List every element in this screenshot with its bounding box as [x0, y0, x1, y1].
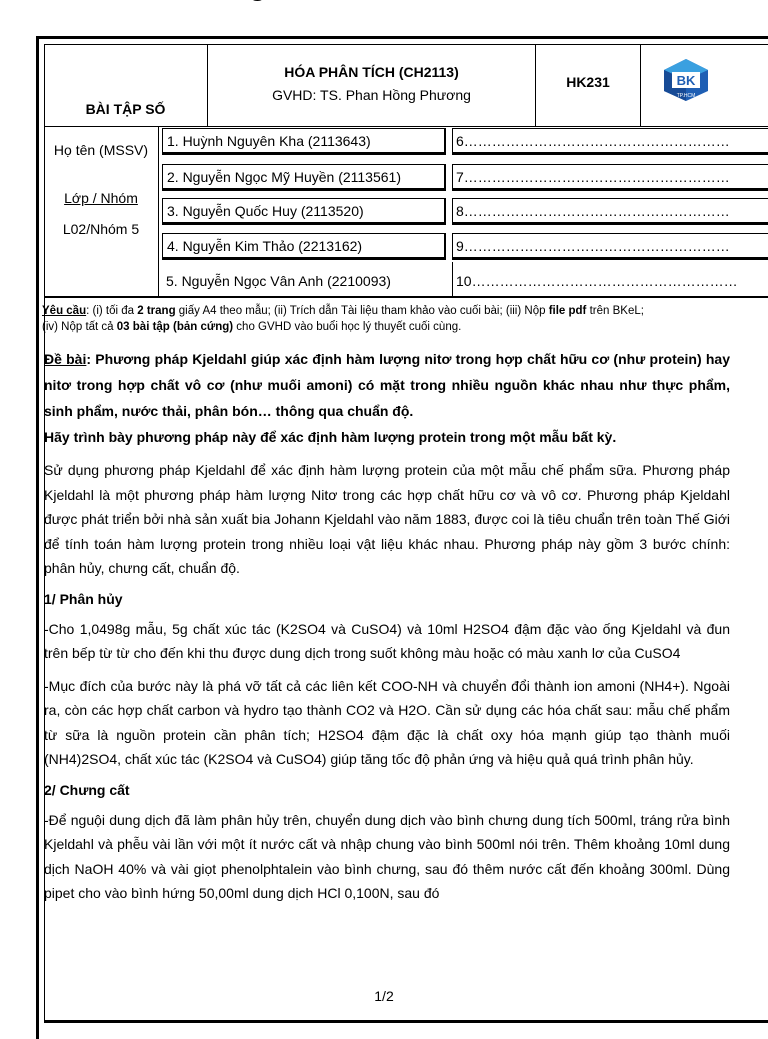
assignment-label: BÀI TẬP SỐ — [85, 101, 166, 117]
member-name: 4. Nguyễn Kim Thảo (2213162) — [162, 233, 446, 260]
member-slot: 7………………………………………………… — [452, 164, 768, 191]
university-logo — [661, 58, 711, 102]
section-title: 1/ Phân hủy — [44, 590, 123, 607]
member-slot: 9………………………………………………… — [452, 233, 768, 260]
requirements-label: Yêu cầu — [42, 305, 87, 317]
member-name: 2. Nguyễn Ngọc Mỹ Huyền (2113561) — [162, 164, 446, 191]
member-slot: 10………………………………………………… — [456, 273, 738, 289]
question-label: Đề bài — [44, 351, 87, 367]
column-divider — [452, 262, 453, 296]
question-task: Hãy trình bày phương pháp này để xác định hàm lượng protein trong một mẫu bất kỳ. — [44, 429, 617, 445]
requirements-text: (iv) Nộp tất cả — [42, 321, 117, 333]
column-divider — [158, 126, 159, 298]
requirements-note — [42, 303, 768, 335]
requirements-text: giấy A4 theo mẫu; (ii) Trích dẫn Tài liệu tham khảo vào cuối bài; (iii) Nộp — [175, 305, 549, 317]
member-slot: 8………………………………………………… — [452, 198, 768, 225]
member-name: 3. Nguyễn Quốc Huy (2113520) — [162, 198, 446, 225]
requirements-bold: 03 bài tập (bản cứng) — [116, 321, 234, 333]
header-bottom-line — [44, 126, 768, 127]
instructor: GVHD: TS. Phan Hồng Phương — [272, 87, 471, 103]
member-slot: 6………………………………………………… — [452, 128, 768, 155]
intro-paragraph: Sử dụng phương pháp Kjeldahl để xác định hàm lượng protein của một mẫu chế phẩm sữa. Phương pháp Kjeldahl là một phương pháp hàm lượng Nitơ trong các hợp chất hữu cơ và vô cơ. Phương pháp Kjeldahl được phát triển bởi nhà sản xuất bia Johann Kjeldahl vào năm 1883, được coi là tiêu chuẩn trên toàn Thế Giới để tính toán hàm lượng protein trong nhiều loại vật liệu khác nhau. Phương pháp này gồm 3 bước chính: phân hủy, chưng cất, chuẩn độ. — [44, 462, 730, 576]
member-name: 5. Nguyễn Ngọc Vân Anh (2210093) — [166, 273, 391, 289]
header-divider — [207, 44, 208, 126]
requirements-bold: 2 trang — [137, 305, 176, 317]
section-paragraph: -Để nguội dung dịch đã làm phân hủy trên, chuyển dung dịch vào bình chưng dung tích 500ml, tráng rửa bình Kjeldahl và phễu vài lần với một ít nước cất và nhập chung vào bình 500ml nói trên. Thêm khoảng 10ml dung dịch NaOH 40% và vài giọt phenolphtalein vào bình chưng, sau đó thêm nước cất đến khoảng 300ml. Dùng pipet cho vào bình hứng 50,00ml dung dịch HCl 0,100N, sau đó — [44, 811, 730, 901]
requirements-text: cho GVHD vào buổi học lý thuyết cuối cùng. — [233, 321, 462, 333]
question-text: : Phương pháp Kjeldahl giúp xác định hàm lượng nitơ trong hợp chất hữu cơ (như protein) hay nitơ trong hợp chất vô cơ (như muối amoni) có mặt trong nhiều nguồn khác nhau như thực phẩm, sinh phẩm, nước thải, phân bón… thông qua chuẩn độ. — [44, 351, 730, 419]
name-label: Họ tên (MSSV) — [53, 142, 149, 158]
course-title: HÓA PHÂN TÍCH (CH2113) — [284, 64, 459, 80]
semester: HK231 — [566, 74, 610, 90]
requirements-text: : (i) tối đa — [86, 305, 138, 317]
document-body — [44, 346, 730, 906]
logo-subtext: TP.HCM — [676, 93, 696, 99]
page-heading — [232, 0, 266, 2]
logo-text: BK — [676, 73, 696, 88]
section-paragraph: -Mục đích của bước này là phá vỡ tất cả các liên kết COO-NH và chuyển đổi thành ion amoni (NH4+). Ngoài ra, còn các hợp chất carbon và hydro tạo thành CO2 và H2O. Cần sử dụng các hóa chất sau: mẫu chế phẩm từ sữa là nguồn protein cần phân tích; H2SO4 đậm đặc là chất oxy hóa mạnh giúp tạo thành muối (NH4)2SO4, chất xúc tác (K2SO4 và CuSO4) giúp tăng tốc độ phản ứng và hiệu quả quá trình phân hủy. — [44, 677, 730, 767]
requirements-text: trên BKeL; — [586, 305, 644, 317]
member-name: 1. Huỳnh Nguyên Kha (2113643) — [162, 128, 446, 155]
question-paragraph — [44, 346, 730, 424]
header-divider — [640, 44, 641, 126]
table-bottom-line — [44, 296, 768, 298]
class-value: L02/Nhóm 5 — [62, 221, 140, 237]
section-paragraph: -Cho 1,0498g mẫu, 5g chất xúc tác (K2SO4 và CuSO4) và 10ml H2SO4 đậm đặc vào ống Kjeldahl và đun trên bếp từ từ cho đến khi thu được dung dịch trong suốt không màu hoặc có màu xanh lơ của CuSO4 — [44, 620, 730, 661]
requirements-bold: file pdf — [548, 305, 587, 317]
class-label: Lớp / Nhóm — [64, 190, 138, 206]
page-number: 1/2 — [374, 988, 394, 1004]
section-title: 2/ Chưng cất — [44, 781, 130, 798]
